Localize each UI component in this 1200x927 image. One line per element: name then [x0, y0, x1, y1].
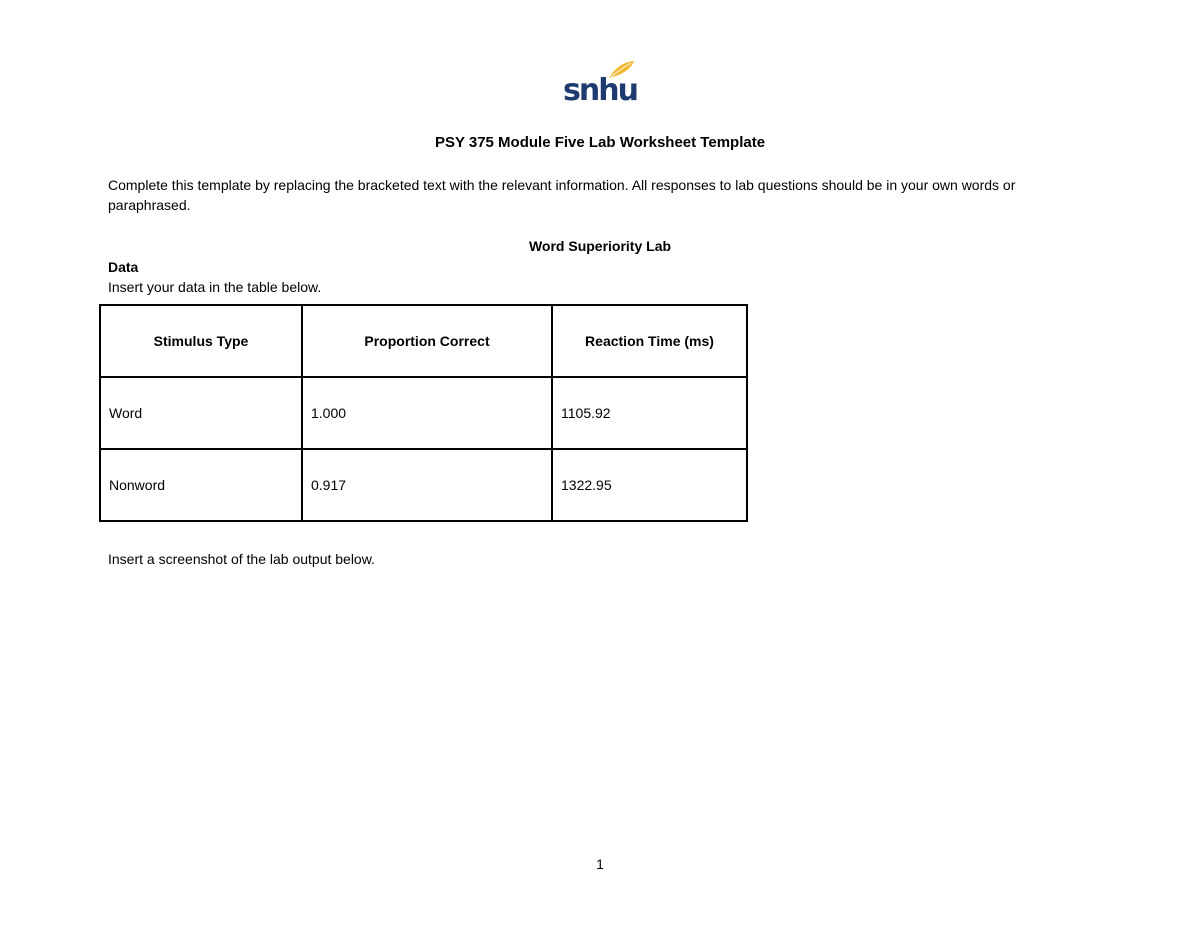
data-instruction-text: Insert your data in the table below. [108, 279, 322, 295]
logo-wordmark: snhu [563, 73, 637, 108]
table-cell: Nonword [100, 449, 302, 521]
table-header-cell: Proportion Correct [302, 305, 552, 377]
page-title: PSY 375 Module Five Lab Worksheet Template [434, 134, 766, 151]
table-cell: 1.000 [302, 377, 552, 449]
snhu-logo [563, 60, 635, 110]
table-cell: 0.917 [302, 449, 552, 521]
table-cell: 1322.95 [552, 449, 747, 521]
screenshot-instruction-text: Insert a screenshot of the lab output below. [108, 551, 375, 567]
table-cell: Word [100, 377, 302, 449]
table-header-cell: Stimulus Type [100, 305, 302, 377]
table-header-row [100, 305, 747, 377]
table-row [100, 449, 747, 521]
table-row [100, 377, 747, 449]
page-number: 1 [596, 856, 604, 872]
table-cell: 1105.92 [552, 377, 747, 449]
instructions-text: Complete this template by replacing the bracketed text with the relevant information. All responses to lab questions should be in your own words or paraphrased. [108, 177, 1016, 213]
data-section-heading: Data [108, 259, 139, 275]
data-table [99, 304, 748, 522]
table-header-cell: Reaction Time (ms) [552, 305, 747, 377]
lab-heading: Word Superiority Lab [528, 238, 672, 254]
